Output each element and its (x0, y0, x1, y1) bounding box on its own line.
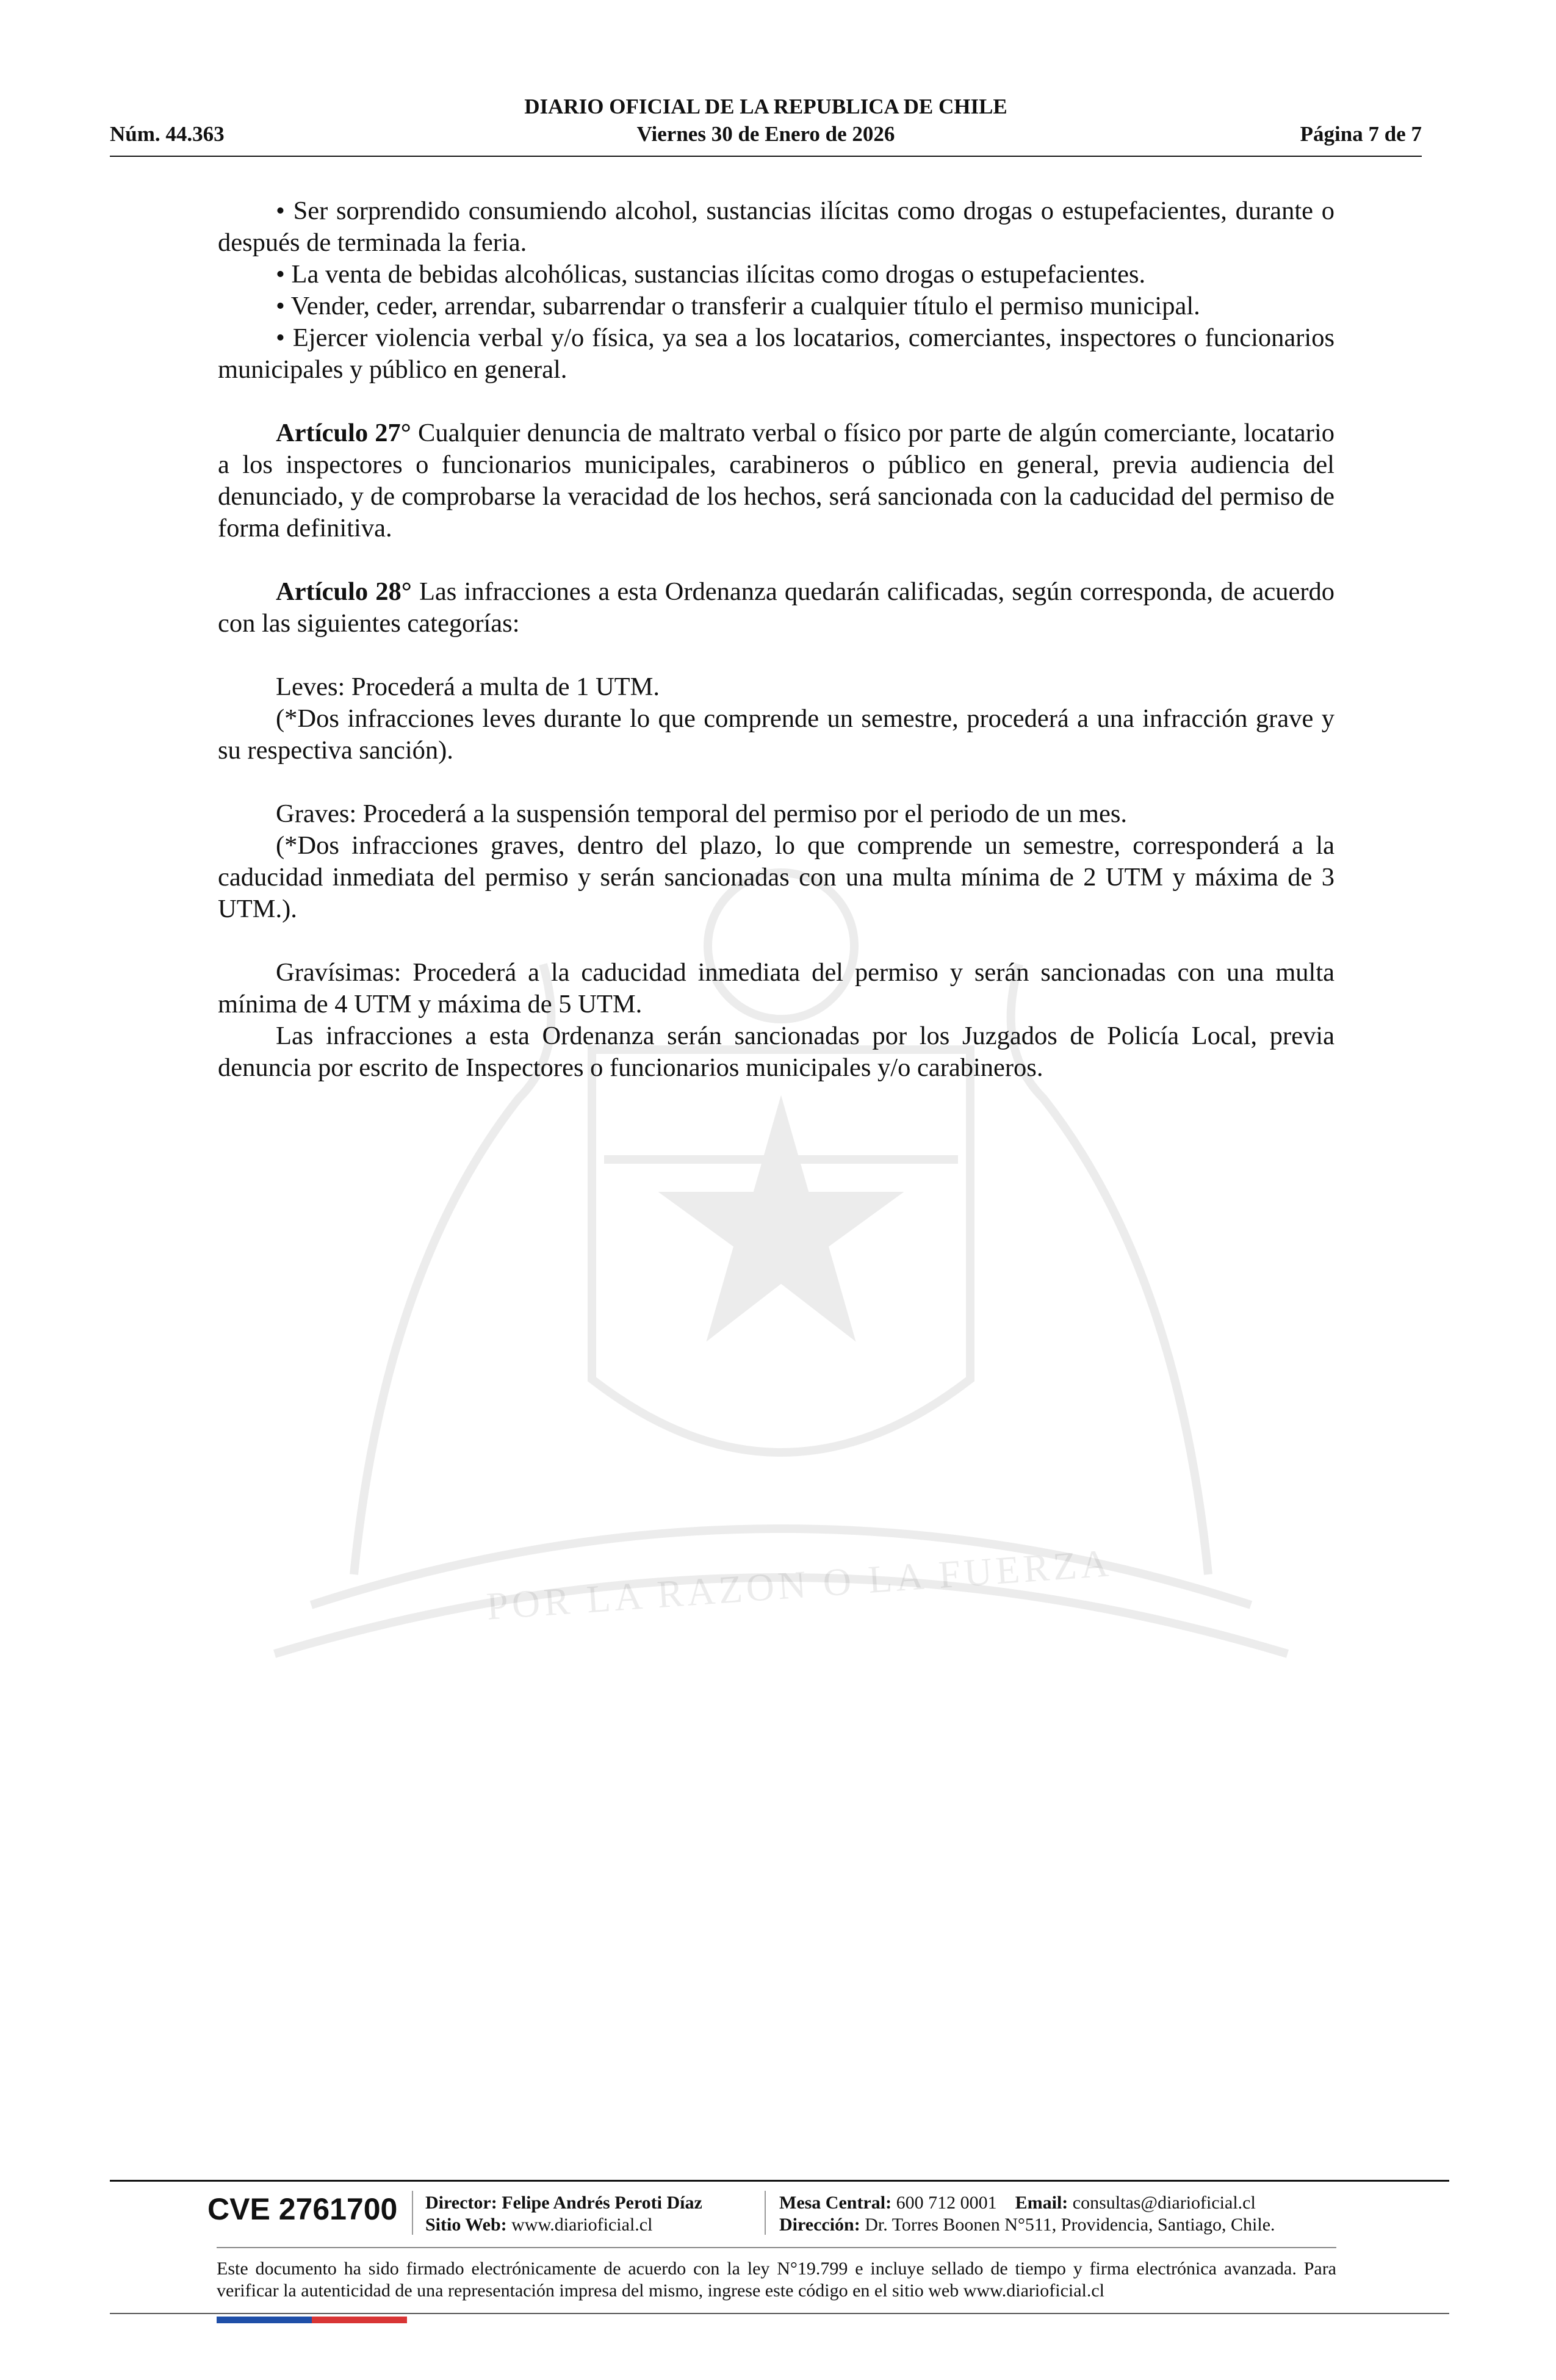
leves-paragraph: Leves: Procederá a multa de 1 UTM. (276, 673, 660, 701)
mesa-phone: 600 712 0001 (891, 2193, 997, 2213)
footer-divider (110, 2180, 1449, 2182)
footer-separator (765, 2191, 766, 2235)
gravisimas-paragraph: Gravísimas: Procederá a la caducidad inmediata del permiso y serán sancionadas con una multa mínima de 4 UTM y máxima de 5 UTM. (218, 958, 1334, 1019)
page-number: Página 7 de 7 (1300, 122, 1422, 146)
watermark-motto: POR LA RAZON O LA FUERZA (484, 1541, 1114, 1628)
page-header (110, 95, 1422, 156)
article-27 (218, 417, 1334, 544)
document-body (218, 195, 1334, 1084)
article-27-title: Artículo 27° (276, 419, 411, 447)
graves-note: (*Dos infracciones graves, dentro del plazo, lo que comprende un semestre, corresponderá a la caducidad inmediata del permiso y serán sancionadas con una multa mínima de 2 UTM y máxima de 3 UTM.). (218, 831, 1334, 923)
address-label: Dirección: (779, 2215, 860, 2235)
address-value: Dr. Torres Boonen N°511, Providencia, Santiago, Chile. (860, 2215, 1275, 2235)
article-28-text: Las infracciones a esta Ordenanza quedarán calificadas, según corresponda, de acuerdo con las siguientes categorías: (218, 577, 1334, 638)
footer-inner-divider (217, 2247, 1336, 2248)
signature-disclaimer: Este documento ha sido firmado electrónicamente de acuerdo con la ley N°19.799 e incluye sellado de tiempo y firma electrónica avanzada. Para verificar la autenticidad de una representación impresa del mismo, ingrese este código en el sitio web www.diarioficial.cl (217, 2259, 1336, 2301)
article-28 (218, 576, 1334, 640)
closing-paragraph: Las infracciones a esta Ordenanza serán sancionadas por los Juzgados de Policía Local, previa denuncia por escrito de Inspectores o funcionarios municipales y/o carabineros. (218, 1022, 1334, 1082)
article-27-text: Cualquier denuncia de maltrato verbal o físico por parte de algún comerciante, locatario a los inspectores o funcionarios municipales, carabineros o público en general, previa audiencia del denunciado, y de comprobarse la veracidad de los hechos, será sancionada con la caducidad del permiso de forma definitiva. (218, 419, 1335, 543)
bullet-item: • La venta de bebidas alcohólicas, sustancias ilícitas como drogas o estupefacientes. (276, 260, 1146, 289)
site-label: Sitio Web: (425, 2215, 507, 2235)
email-link[interactable]: consultas@diarioficial.cl (1068, 2193, 1256, 2213)
email-label: Email: (1015, 2193, 1068, 2213)
cve-code: CVE 2761700 (207, 2192, 398, 2226)
leves-note: (*Dos infracciones leves durante lo que comprende un semestre, procederá a una infracción grave y su respectiva sanción). (218, 704, 1334, 765)
flag-red-segment (312, 2317, 407, 2323)
flag-color-bar (217, 2317, 407, 2323)
flag-blue-segment (217, 2317, 312, 2323)
bullet-item: • Ser sorprendido consumiendo alcohol, sustancias ilícitas como drogas o estupefacientes, durante o después de terminada la feria. (218, 197, 1334, 257)
footer-director-block (425, 2192, 702, 2236)
publication-title: DIARIO OFICIAL DE LA REPUBLICA DE CHILE (524, 95, 1007, 118)
director-label: Director: (425, 2193, 497, 2213)
footer-bottom-divider (110, 2313, 1449, 2314)
article-28-title: Artículo 28° (276, 577, 412, 606)
header-divider (110, 156, 1422, 157)
site-link[interactable]: www.diarioficial.cl (506, 2215, 653, 2235)
graves-paragraph: Graves: Procederá a la suspensión temporal del permiso por el periodo de un mes. (276, 799, 1128, 828)
issue-number: Núm. 44.363 (110, 122, 225, 146)
mesa-label: Mesa Central: (779, 2193, 892, 2213)
issue-date: Viernes 30 de Enero de 2026 (636, 122, 895, 146)
footer-contact-block (779, 2192, 1275, 2236)
footer-separator (412, 2191, 413, 2235)
bullet-item: • Ejercer violencia verbal y/o física, ya sea a los locatarios, comerciantes, inspectores o funcionarios municipales y público en general. (218, 323, 1334, 384)
bullet-item: • Vender, ceder, arrendar, subarrendar o transferir a cualquier título el permiso municipal. (276, 292, 1200, 320)
director-name: Felipe Andrés Peroti Díaz (497, 2193, 702, 2213)
